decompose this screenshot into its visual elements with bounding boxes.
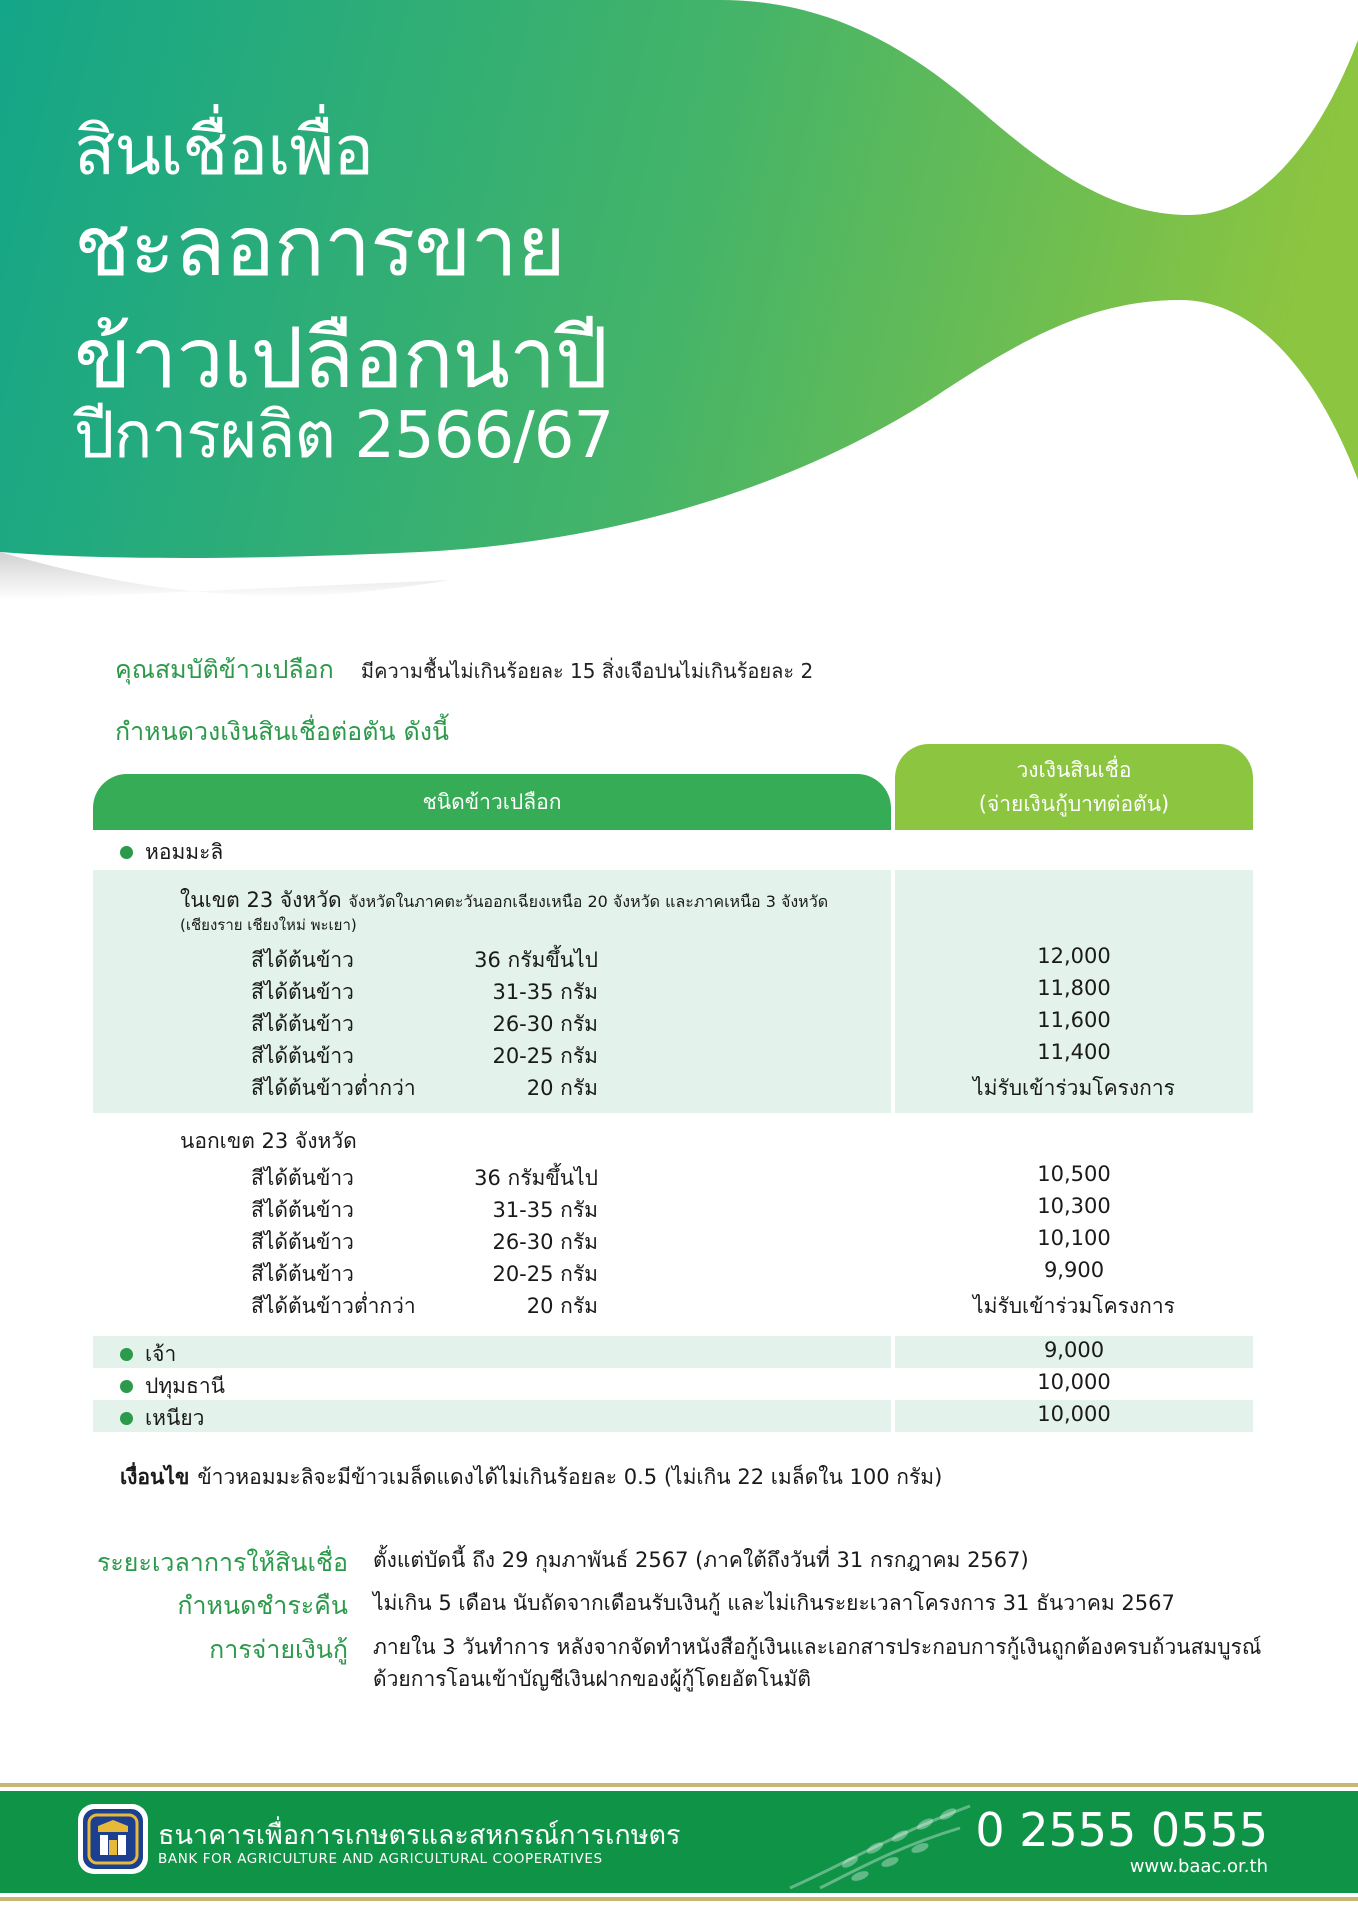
title-line-4: ปีการผลิต 2566/67 [74,399,614,473]
zone-out-row-range: 20-25 กรัม [492,1262,598,1286]
rice-type-row [120,1402,204,1435]
rice-type-name: เหนียว [145,1406,205,1430]
zone-in-row-value: 11,400 [1037,1040,1111,1064]
zone-in-title-main: ในเขต 23 จังหวัด [180,888,342,912]
rice-type-row [120,1338,176,1371]
zone-in-row-value: 12,000 [1037,944,1111,968]
zone-in-row-label: สีได้ต้นข้าว [251,980,354,1004]
quality-spec [115,650,813,690]
zone-out-row-value: 10,300 [1037,1194,1111,1218]
row-band [93,1336,891,1368]
rice-type-value: 10,000 [1037,1370,1111,1394]
repay-label: กำหนดชำระคืน [177,1591,348,1620]
rice-ear-icon [780,1796,980,1892]
zone-out-row-range: 20 กรัม [526,1294,598,1318]
payout-text [373,1631,1261,1695]
quality-label: คุณสมบัติข้าวเปลือก [115,655,334,684]
title-line-2: ชะลอการขาย [74,197,566,295]
website-link[interactable]: www.baac.or.th [1129,1856,1268,1877]
bullet-dot-icon [120,1412,133,1425]
zone-in-row-range: 20-25 กรัม [492,1044,598,1068]
zone-in-title-note: จังหวัดในภาคตะวันออกเฉียงเหนือ 20 จังหวัด และภาคเหนือ 3 จังหวัด [348,892,829,911]
hommali-row [120,836,223,869]
payout-line-2: ด้วยการโอนเข้าบัญชีเงินฝากของผู้กู้โดยอัตโนมัติ [373,1667,811,1691]
zone-in-row-label: สีได้ต้นข้าว [251,948,354,972]
zone-in-row-label: สีได้ต้นข้าวต่ำกว่า [251,1076,416,1100]
hommali-label: หอมมะลิ [145,840,224,864]
footer-gold-line [0,1783,1358,1787]
bullet-dot-icon [120,1348,133,1361]
zone-out-title: นอกเขต 23 จังหวัด [180,1129,357,1153]
bank-name-english: BANK FOR AGRICULTURE AND AGRICULTURAL COOPERATIVES [158,1851,603,1867]
table-header-amount [895,744,1253,830]
period-label: ระยะเวลาการให้สินเชื่อ [96,1548,348,1577]
quality-text: มีความชื้นไม่เกินร้อยละ 15 สิ่งเจือปนไม่เกินร้อยละ 2 [360,659,814,683]
rice-type-value: 9,000 [1043,1338,1105,1362]
col-amount-line1: วงเงินสินเชื่อ [1016,758,1132,782]
zone-out-row-value: ไม่รับเข้าร่วมโครงการ [973,1294,1175,1318]
zone-out-row-label: สีได้ต้นข้าว [251,1166,354,1190]
payout-line-1: ภายใน 3 วันทำการ หลังจากจัดทำหนังสือกู้เงินและเอกสารประกอบการกู้เงินถูกต้องครบถ้วนสมบูรณ์ [373,1635,1262,1659]
bullet-dot-icon [120,1380,133,1393]
zone-out-row-range: 31-35 กรัม [492,1198,598,1222]
table-header-type [93,774,891,830]
col-type-label: ชนิดข้าวเปลือก [422,789,562,814]
zone-in-row-range: 36 กรัมขึ้นไป [474,948,598,972]
rice-type-name: ปทุมธานี [145,1374,225,1398]
title-line-1: สินเชื่อเพื่อ [74,112,374,191]
zone-out-row-label: สีได้ต้นข้าวต่ำกว่า [251,1294,416,1318]
payout-label: การจ่ายเงินกู้ [209,1635,348,1664]
bank-name-thai: ธนาคารเพื่อการเกษตรและสหกรณ์การเกษตร [158,1820,681,1851]
zone-out-row-range: 36 กรัมขึ้นไป [474,1166,598,1190]
zone-out-row-value: 10,500 [1037,1162,1111,1186]
zone-out-row-range: 26-30 กรัม [492,1230,598,1254]
footer-gold-line [0,1897,1358,1901]
zone-out-row-label: สีได้ต้นข้าว [251,1230,354,1254]
condition-note [120,1461,942,1494]
zone-in-row-value: 11,600 [1037,1008,1111,1032]
zone-in-row-label: สีได้ต้นข้าว [251,1012,354,1036]
rice-type-value: 10,000 [1037,1402,1111,1426]
zone-out-row-value: 9,900 [1043,1258,1105,1282]
zone-out-row-label: สีได้ต้นข้าว [251,1198,354,1222]
baac-logo-icon [76,1802,150,1876]
zone-in-row-value: ไม่รับเข้าร่วมโครงการ [973,1076,1175,1100]
title-line-3: ข้าวเปลือกนาปี [74,309,608,407]
repay-text: ไม่เกิน 5 เดือน นับถัดจากเดือนรับเงินกู้ และไม่เกินระยะเวลาโครงการ 31 ธันวาคม 2567 [373,1591,1175,1615]
col-amount-line2: (จ่ายเงินกู้บาทต่อตัน) [978,792,1170,816]
condition-label: เงื่อนไข [120,1465,190,1489]
condition-text: ข้าวหอมมะลิจะมีข้าวเมล็ดแดงได้ไม่เกินร้อยละ 0.5 (ไม่เกิน 22 เมล็ดใน 100 กรัม) [197,1465,943,1489]
zone-in-row-range: 26-30 กรัม [492,1012,598,1036]
loan-intro: กำหนดวงเงินสินเชื่อต่อตัน ดังนี้ [115,717,449,746]
zone-in-row-range: 31-35 กรัม [492,980,598,1004]
rice-type-row [120,1370,225,1403]
zone-in-row-label: สีได้ต้นข้าว [251,1044,354,1068]
hotline-number: 0 2555 0555 [975,1803,1268,1857]
zone-in-subtitle: (เชียงราย เชียงใหม่ พะเยา) [180,916,357,934]
bullet-dot-icon [120,846,133,859]
period-text: ตั้งแต่บัดนี้ ถึง 29 กุมภาพันธ์ 2567 (ภาคใต้ถึงวันที่ 31 กรกฎาคม 2567) [373,1548,1029,1572]
zone-in-row-value: 11,800 [1037,976,1111,1000]
zone-in-row-range: 20 กรัม [526,1076,598,1100]
row-band [93,1400,891,1432]
zone-out-row-value: 10,100 [1037,1226,1111,1250]
rice-type-name: เจ้า [145,1342,177,1366]
zone-out-row-label: สีได้ต้นข้าว [251,1262,354,1286]
